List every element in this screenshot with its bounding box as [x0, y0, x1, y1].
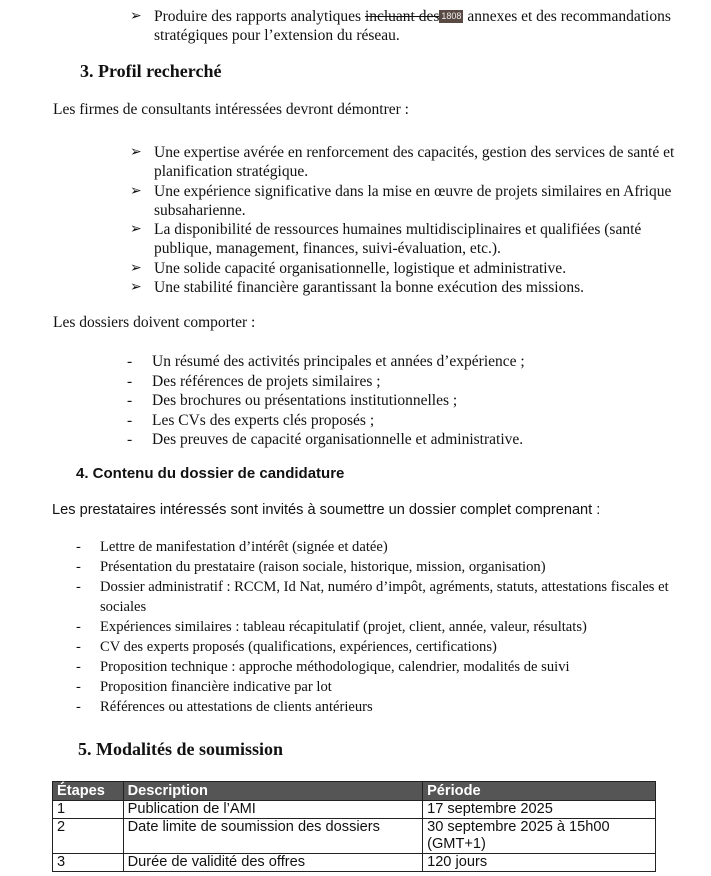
list-item — [76, 637, 696, 657]
list-item — [76, 677, 696, 697]
section-5-title: 5. Modalités de soumission — [78, 739, 284, 759]
section-3-intro: Les firmes de consultants intéressées devront démontrer : — [53, 101, 409, 118]
table-cell: Publication de l’AMI — [123, 801, 422, 819]
dossiers-intro: Les dossiers doivent comporter : — [53, 314, 256, 331]
section-3-title: 3. Profil recherché — [80, 61, 222, 81]
list-item — [130, 259, 690, 278]
bullet-text: stratégiques pour l’extension du réseau. — [154, 27, 400, 44]
list-item — [76, 697, 696, 717]
list-item — [130, 143, 690, 182]
submission-table — [52, 781, 656, 872]
list-item — [130, 220, 690, 259]
list-item — [130, 278, 690, 297]
list-item-text: CV des experts proposés (qualifications, expériences, certifications) — [100, 639, 497, 655]
list-item — [127, 391, 687, 411]
table-cell: 2 — [53, 819, 124, 854]
dash-bullet-icon: - — [76, 699, 81, 715]
list-item — [130, 182, 690, 221]
table-cell: 30 septembre 2025 à 15h00 (GMT+1) — [423, 819, 656, 854]
section-4-intro: Les prestataires intéressés sont invités à soumettre un dossier complet comprenant : — [52, 502, 601, 518]
stamp-mark: 1808 — [441, 11, 462, 21]
list-item — [127, 352, 687, 372]
section-4-title: 4. Contenu du dossier de candidature — [76, 465, 345, 482]
table-row — [53, 854, 656, 872]
arrow-bullet-icon: ➢ — [130, 222, 142, 238]
dossiers-list — [127, 352, 687, 450]
arrow-bullet-icon: ➢ — [130, 9, 142, 24]
list-item-text: Présentation du prestataire (raison sociale, historique, mission, organisation) — [100, 559, 546, 575]
profile-list — [130, 143, 690, 297]
arrow-bullet-icon: ➢ — [130, 260, 142, 276]
table-cell: Date limite de soumission des dossiers — [123, 819, 422, 854]
list-item-text: Des brochures ou présentations institutionnelles ; — [152, 392, 458, 409]
list-item — [127, 372, 687, 392]
column-header: Étapes — [53, 782, 124, 801]
list-item-text: Des références de projets similaires ; — [152, 372, 381, 390]
dash-bullet-icon: - — [127, 431, 133, 448]
list-item-text: Une expérience significative dans la mise en œuvre de projets similaires en Afrique subsaharienne. — [154, 182, 672, 219]
dash-bullet-icon: - — [76, 619, 81, 635]
list-item-text: Proposition financière indicative par lot — [100, 679, 332, 695]
dash-bullet-icon: - — [76, 539, 81, 555]
list-item-text: Lettre de manifestation d’intérêt (signée et datée) — [100, 539, 388, 555]
list-item-text: Un résumé des activités principales et années d’expérience ; — [152, 353, 525, 370]
list-item-text: Des preuves de capacité organisationnelle et administrative. — [152, 431, 524, 448]
list-item — [76, 557, 696, 577]
dash-bullet-icon: - — [127, 392, 133, 409]
table-row — [53, 801, 656, 819]
column-header: Période — [423, 782, 656, 801]
list-item-text: Une solide capacité organisationnelle, logistique et administrative. — [154, 259, 567, 277]
dash-bullet-icon: - — [76, 559, 81, 575]
list-item — [127, 430, 687, 450]
column-header: Description — [123, 782, 422, 801]
table-cell: 120 jours — [423, 854, 656, 872]
candidature-list — [76, 537, 696, 717]
dash-bullet-icon: - — [127, 372, 133, 390]
table-header-row — [53, 782, 656, 801]
dash-bullet-icon: - — [76, 579, 81, 595]
list-item — [76, 657, 696, 677]
arrow-bullet-icon: ➢ — [130, 145, 142, 160]
arrow-bullet-icon: ➢ — [130, 280, 142, 296]
list-item-text: La disponibilité de ressources humaines multidisciplinaires et qualifiées (santé publique, management, finances, suivi-évaluation, etc.). — [154, 221, 642, 258]
list-item-text: Dossier administratif : RCCM, Id Nat, numéro d’impôt, agréments, statuts, attestations fiscales et sociales — [100, 579, 669, 615]
dash-bullet-icon: - — [127, 353, 133, 370]
list-item — [127, 411, 687, 431]
list-item-text: Une expertise avérée en renforcement des capacités, gestion des services de santé et planification stratégique. — [154, 144, 675, 181]
dash-bullet-icon: - — [76, 659, 81, 675]
list-item — [76, 577, 696, 617]
list-item-text: Les CVs des experts clés proposés ; — [152, 411, 375, 429]
list-item-text: Proposition technique : approche méthodologique, calendrier, modalités de suivi — [100, 659, 570, 675]
struck-text: incluant des — [364, 8, 440, 25]
list-item-text: Expériences similaires : tableau récapitulatif (projet, client, année, valeur, résultats) — [100, 619, 587, 635]
dash-bullet-icon: - — [76, 639, 81, 655]
list-item — [76, 617, 696, 637]
dash-bullet-icon: - — [127, 411, 133, 429]
table-cell: Durée de validité des offres — [123, 854, 422, 872]
table-row — [53, 819, 656, 854]
list-item-text: Références ou attestations de clients antérieurs — [100, 699, 373, 715]
table-cell: 3 — [53, 854, 124, 872]
bullet-text: Produire des rapports analytiques — [154, 8, 365, 25]
table-cell: 17 septembre 2025 — [423, 801, 656, 819]
bullet-text: annexes et des recommandations — [463, 8, 671, 25]
arrow-bullet-icon: ➢ — [130, 183, 142, 199]
list-item-text: Une stabilité financière garantissant la bonne exécution des missions. — [154, 279, 585, 297]
top-bullet-list — [130, 7, 690, 45]
list-item — [76, 537, 696, 557]
table-cell: 1 — [53, 801, 124, 819]
list-item — [130, 7, 690, 45]
dash-bullet-icon: - — [76, 679, 81, 695]
